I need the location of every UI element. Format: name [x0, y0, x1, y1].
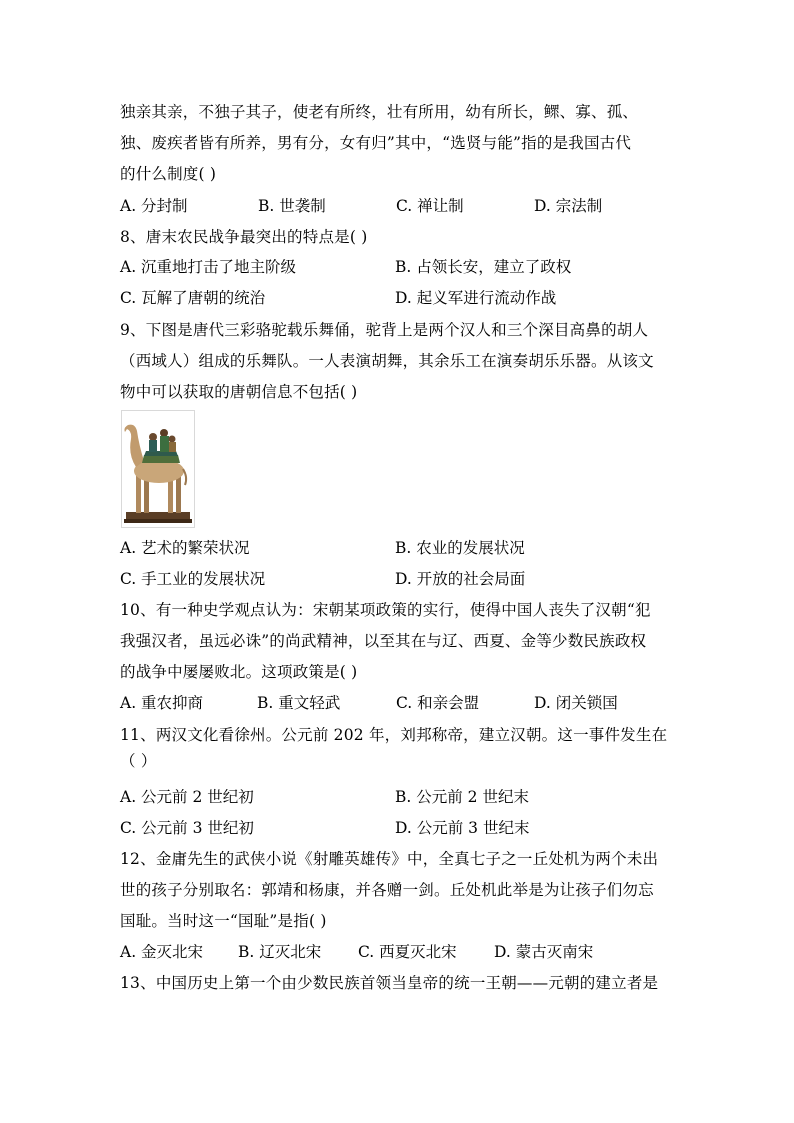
camel-figurine-illustration — [122, 411, 194, 527]
q10-option-a: A. 重农抑商 — [120, 694, 204, 712]
q9-option-c: C. 手工业的发展状况 — [120, 570, 266, 588]
q8-option-c: C. 瓦解了唐朝的统治 — [120, 289, 266, 307]
q8-stem: 8、唐末农民战争最突出的特点是( ) — [120, 228, 368, 246]
q12-option-c: C. 西夏灭北宋 — [358, 943, 457, 961]
q9-option-d: D. 开放的社会局面 — [395, 570, 526, 588]
q11-option-d: D. 公元前 3 世纪末 — [395, 819, 530, 837]
q7-option-a: A. 分封制 — [120, 197, 188, 215]
q11-option-c: C. 公元前 3 世纪初 — [120, 819, 254, 837]
q7-option-b: B. 世袭制 — [258, 197, 326, 215]
q8-option-b: B. 占领长安，建立了政权 — [395, 258, 572, 276]
q11-option-a: A. 公元前 2 世纪初 — [120, 788, 254, 806]
q11-text-line-2: （ ） — [120, 752, 157, 770]
q13-text-line-1: 13、中国历史上第一个由少数民族首领当皇帝的统一王朝——元朝的建立者是 — [120, 974, 659, 992]
q10-option-b: B. 重文轻武 — [257, 694, 341, 712]
q12-text-line-2: 世的孩子分别取名：郭靖和杨康，并各赠一剑。丘处机此举是为让孩子们勿忘 — [120, 881, 654, 899]
q10-text-line-1: 10、有一种史学观点认为：宋朝某项政策的实行，使得中国人丧失了汉朝“犯 — [120, 601, 651, 619]
q11-text-line-1: 11、两汉文化看徐州。公元前 202 年，刘邦称帝，建立汉朝。这一事件发生在 — [120, 726, 668, 744]
q11-option-b: B. 公元前 2 世纪末 — [395, 788, 529, 806]
q7-option-d: D. 宗法制 — [534, 197, 603, 215]
q7-text-line-2: 独、废疾者皆有所养，男有分，女有归”其中，“选贤与能”指的是我国古代 — [120, 134, 632, 152]
q7-option-c: C. 禅让制 — [396, 197, 464, 215]
q8-option-d: D. 起义军进行流动作战 — [395, 289, 557, 307]
q7-text-line-3: 的什么制度( ) — [120, 165, 217, 183]
q9-option-a: A. 艺术的繁荣状况 — [120, 539, 250, 557]
q10-text-line-2: 我强汉者，虽远必诛”的尚武精神，以至其在与辽、西夏、金等少数民族政权 — [120, 632, 647, 650]
q10-option-d: D. 闭关锁国 — [534, 694, 618, 712]
q9-option-b: B. 农业的发展状况 — [395, 539, 525, 557]
q12-option-d: D. 蒙古灭南宋 — [494, 943, 594, 961]
q12-text-line-3: 国耻。当时这一“国耻”是指( ) — [120, 912, 327, 930]
q9-text-line-3: 物中可以获取的唐朝信息不包括( ) — [120, 383, 358, 401]
q12-option-b: B. 辽灭北宋 — [238, 943, 322, 961]
q9-text-line-1: 9、下图是唐代三彩骆驼载乐舞俑，驼背上是两个汉人和三个深目高鼻的胡人 — [120, 321, 649, 339]
q12-option-a: A. 金灭北宋 — [120, 943, 204, 961]
q8-option-a: A. 沉重地打击了地主阶级 — [120, 258, 297, 276]
q12-text-line-1: 12、金庸先生的武侠小说《射雕英雄传》中，全真七子之一丘处机为两个未出 — [120, 850, 659, 868]
tang-sancai-camel-figurine-image — [121, 410, 195, 528]
q10-text-line-3: 的战争中屡屡败北。这项政策是( ) — [120, 663, 358, 681]
q9-text-line-2: （西域人）组成的乐舞队。一人表演胡舞，其余乐工在演奏胡乐乐器。从该文 — [120, 352, 654, 370]
q7-text-line-1: 独亲其亲，不独子其子，使老有所终，壮有所用，幼有所长，鳏、寡、孤、 — [120, 103, 639, 121]
q10-option-c: C. 和亲会盟 — [396, 694, 480, 712]
